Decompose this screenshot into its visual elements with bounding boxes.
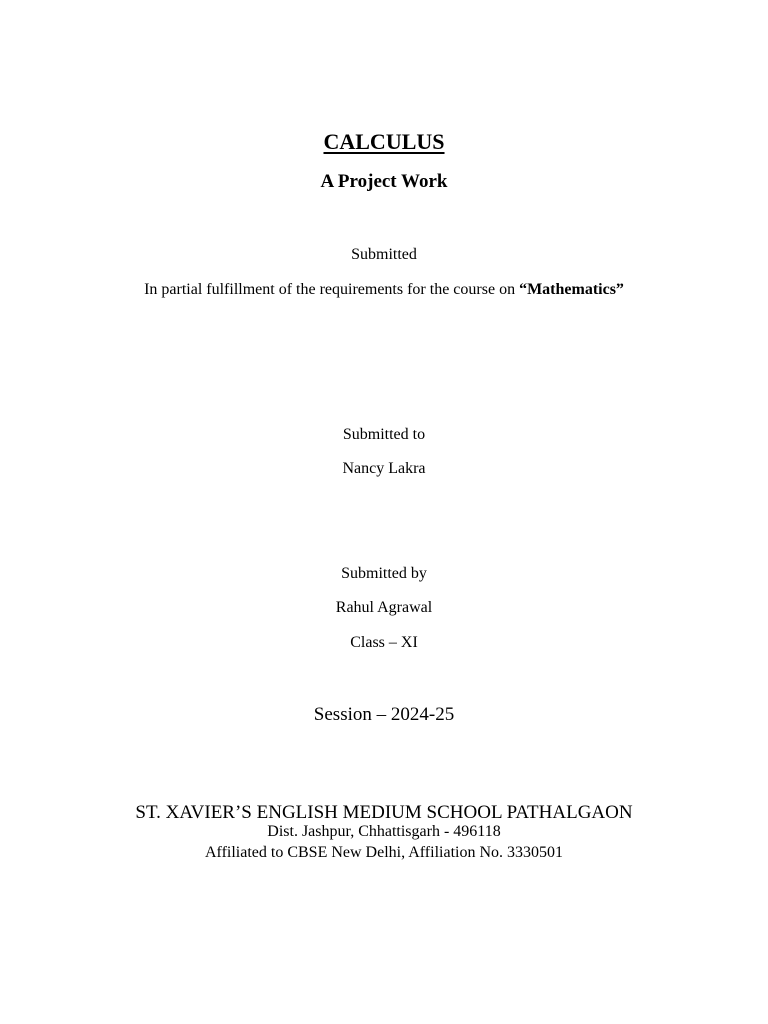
document-subtitle: A Project Work <box>320 171 448 192</box>
document-title: CALCULUS <box>323 129 445 154</box>
school-affiliation: Affiliated to CBSE New Delhi, Affiliation No. 3330501 <box>204 844 564 861</box>
student-name: Rahul Agrawal <box>335 599 433 616</box>
submitted-to-label: Submitted to <box>342 426 426 443</box>
school-name: ST. XAVIER’S ENGLISH MEDIUM SCHOOL PATHALGAON <box>135 802 633 823</box>
fulfillment-text: In partial fulfillment of the requirements for the course on <box>144 281 520 298</box>
teacher-name: Nancy Lakra <box>342 460 426 477</box>
course-name: “Mathematics” <box>519 281 624 298</box>
fulfillment-statement <box>0 282 768 298</box>
submitted-by-label: Submitted by <box>341 565 427 582</box>
school-address: Dist. Jashpur, Chhattisgarh - 496118 <box>267 823 501 840</box>
session-label: Session – 2024-25 <box>313 704 455 725</box>
student-class: Class – XI <box>350 634 418 651</box>
submitted-label: Submitted <box>351 246 417 263</box>
